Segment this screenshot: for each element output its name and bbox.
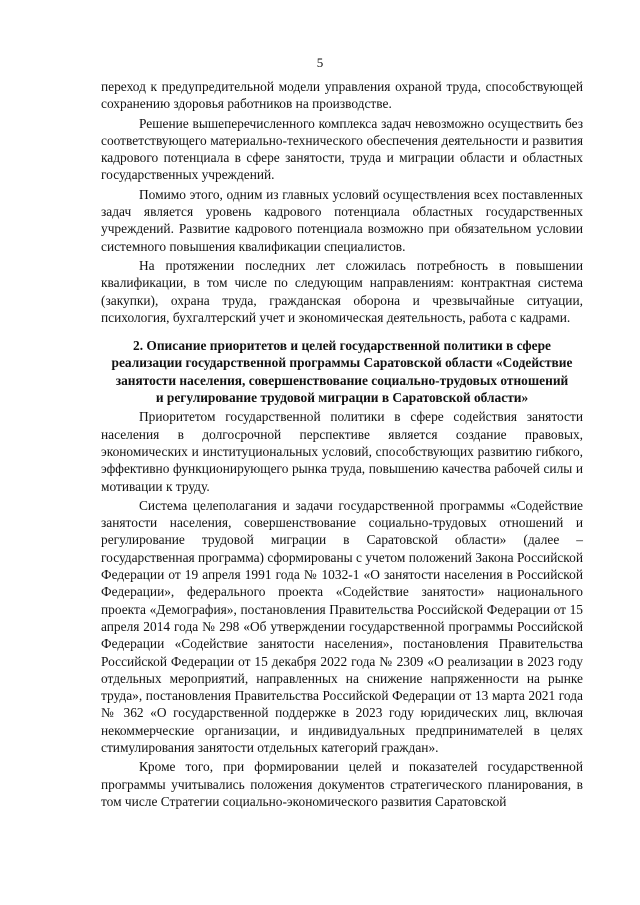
paragraph: Система целеполагания и задачи государственной программы «Содействие занятости населения, совершенствование социально-трудовых отношений и регулирование трудовой миграции в Саратовской области» (далее – государственная программа) сформированы с учетом положений Закона Российской Федерации от 19 апреля 1991 года № 1032-1 «О занятости населения в Российской Федерации», федерального проекта «Содействие занятости» национального проекта «Демография», постановления Правительства Российской Федерации от 15 апреля 2014 года № 298 «Об утверждении государственной программы Российской Федерации «Содействие занятости населения», постановления Правительства Российской Федерации от 15 декабря 2022 года № 2309 «О реализации в 2023 году отдельных мероприятий, направленных на снижение напряженности на рынке труда», постановления Правительства Российской Федерации от 13 марта 2021 года № 362 «О государственной поддержке в 2023 году юридических лиц, включая некоммерческие организации, и индивидуальных предпринимателей в целях стимулирования занятости отдельных категорий граждан». <box>101 497 583 755</box>
page-number: 5 <box>316 55 324 70</box>
paragraph: Приоритетом государственной политики в сфере содействия занятости населения в долгосрочной перспективе является создание правовых, экономических и институциональных условий, способствующих развитию гибкого, эффективно функционирующего рынка труда, повышению качества рабочей силы и мотивации к труду. <box>101 409 583 494</box>
paragraph: переход к предупредительной модели управления охраной труда, способствующей сохранению здоровья работников на производстве. <box>101 79 583 112</box>
section-heading: 2. Описание приоритетов и целей государственной политики в сфере реализации государственной программы Саратовской области «Содействие занятости населения, совершенствование социально-трудовых отношений и регулирование трудовой миграции в Саратовской области» <box>111 338 573 406</box>
paragraph: Помимо этого, одним из главных условий осуществления всех поставленных задач является уровень кадрового потенциала областных государственных учреждений. Развитие кадрового потенциала возможно при обязательном условии системного повышения квалификации специалистов. <box>101 186 583 254</box>
paragraph: На протяжении последних лет сложилась потребность в повышении квалификации, в том числе по следующим направлениям: контрактная система (закупки), охрана труда, гражданская оборона и чрезвычайные ситуации, психология, бухгалтерский учет и экономическая деятельность, работа с кадрами. <box>101 257 583 325</box>
paragraph: Кроме того, при формировании целей и показателей государственной программы учитывались положения документов стратегического планирования, в том числе Стратегии социально-экономического развития Саратовской <box>101 759 583 809</box>
document-body <box>101 78 583 812</box>
paragraph: Решение вышеперечисленного комплекса задач невозможно осуществить без соответствующего материально-технического обеспечения деятельности и развития кадрового потенциала в сфере занятости, труда и миграции области и областных государственных учреждений. <box>101 115 583 183</box>
